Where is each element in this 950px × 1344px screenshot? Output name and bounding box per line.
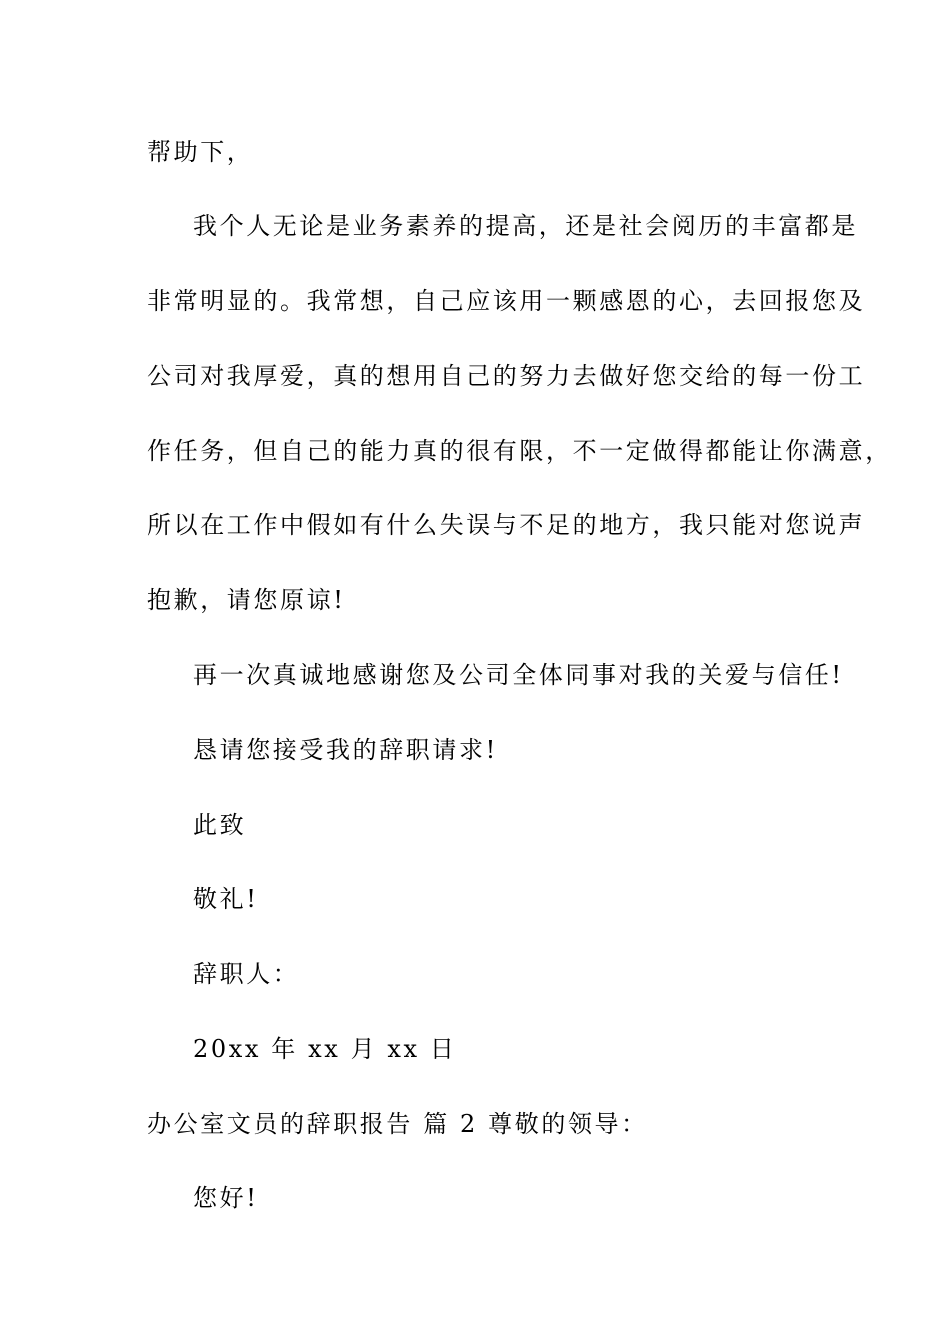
date-line: 20xx 年 xx 月 xx 日 <box>193 1035 457 1063</box>
closing-regards: 敬礼! <box>193 885 259 913</box>
body-line-3: 非常明显的。我常想，自己应该用一颗感恩的心，去回报您及 <box>147 287 866 315</box>
closing-salutation: 此致 <box>193 811 247 839</box>
paragraph-start-line: 我个人无论是业务素养的提高，还是社会阅历的丰富都是 <box>193 212 858 240</box>
body-line-4: 公司对我厚爱，真的想用自己的努力去做好您交给的每一份工 <box>147 362 866 390</box>
body-line-5: 作任务，但自己的能力真的很有限，不一定做得都能让你满意， <box>147 437 892 465</box>
request-line: 恳请您接受我的辞职请求! <box>193 736 498 764</box>
section-heading: 办公室文员的辞职报告 篇 2 尊敬的领导： <box>147 1110 648 1138</box>
body-line-6: 所以在工作中假如有什么失误与不足的地方，我只能对您说声 <box>147 511 866 539</box>
body-line-1: 帮助下， <box>147 138 254 166</box>
signature-line: 辞职人： <box>193 960 300 988</box>
body-line-7: 抱歉，请您原谅! <box>147 586 346 614</box>
thanks-line: 再一次真诚地感谢您及公司全体同事对我的关爱与信任! <box>193 661 844 689</box>
greeting-line: 您好! <box>193 1184 259 1212</box>
